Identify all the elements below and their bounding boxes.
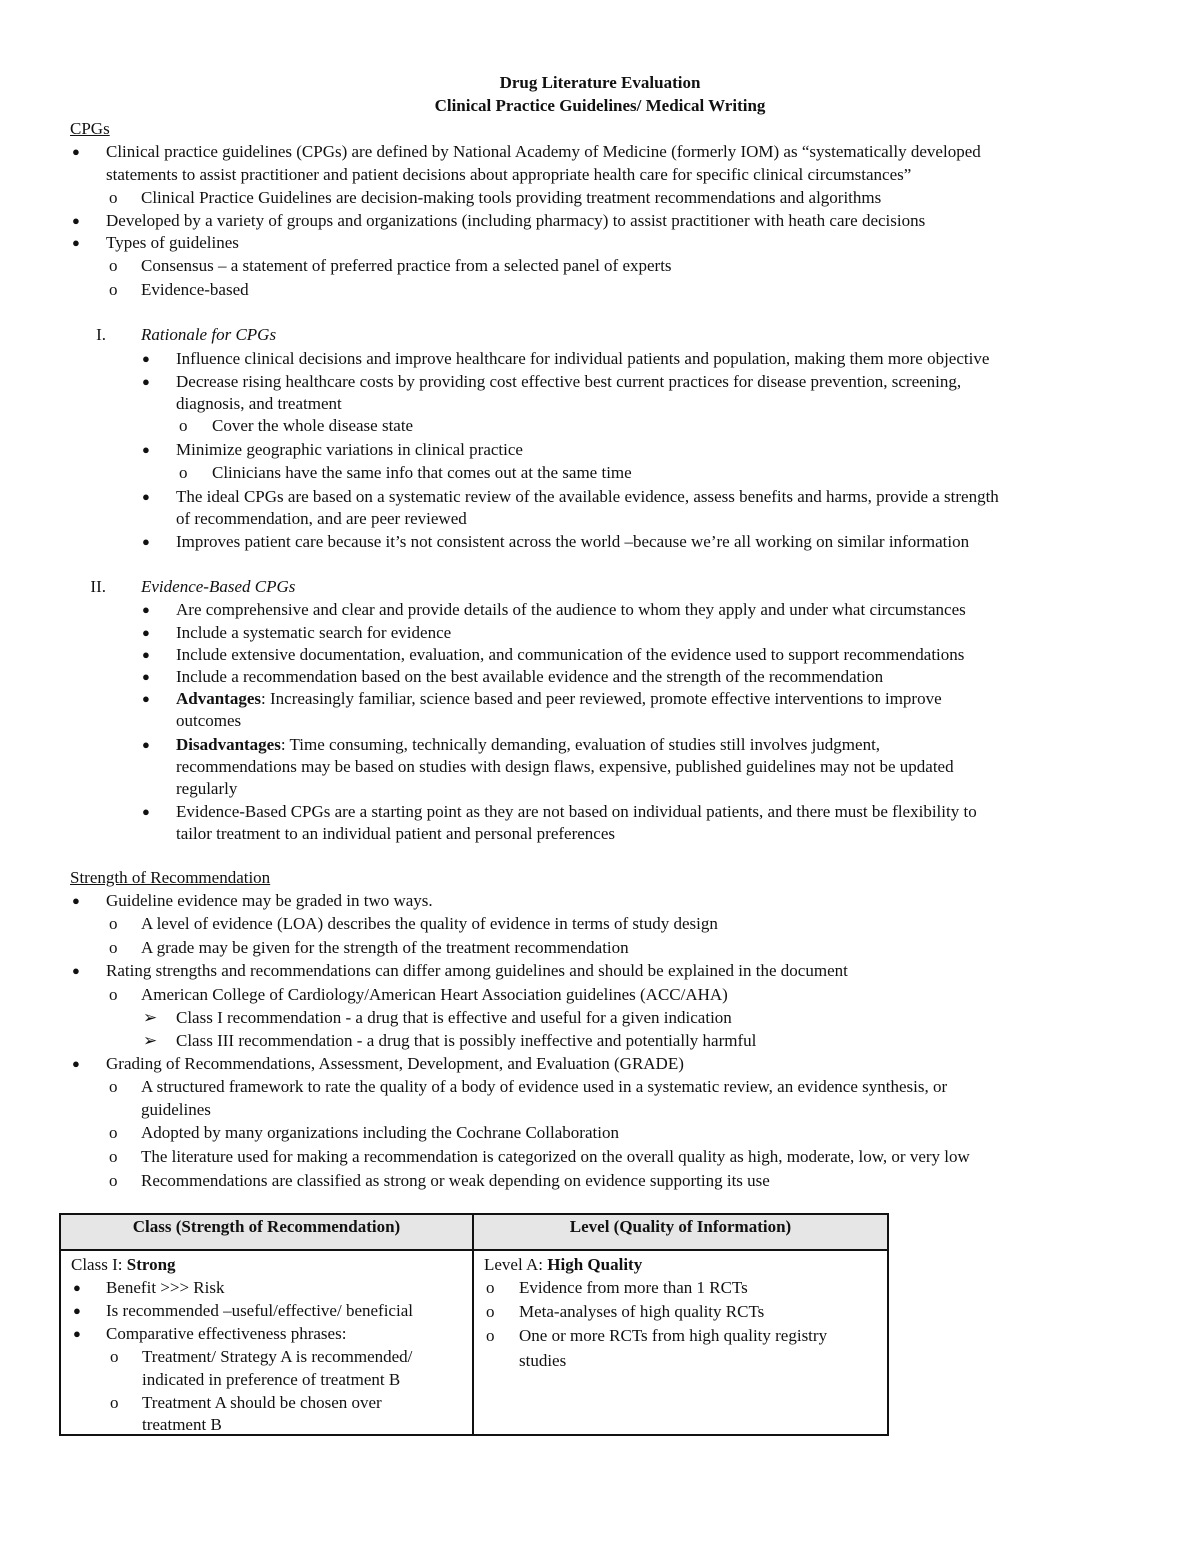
list-subitem-cont: indicated in preference of treatment B (142, 1370, 401, 1389)
bullet-icon: ● (72, 235, 80, 250)
bullet-icon: ● (72, 1056, 80, 1071)
bullet-icon: ● (72, 213, 80, 228)
bullet-icon: ● (72, 144, 80, 159)
bullet-icon: ● (142, 374, 150, 389)
list-subitem-cont: guidelines (141, 1100, 211, 1119)
bullet-icon: ● (142, 442, 150, 457)
list-item: Developed by a variety of groups and organizations (including pharmacy) to assist practitioner with heath care decisions (106, 211, 926, 230)
bullet-icon: ● (72, 893, 80, 908)
list-subitem: A structured framework to rate the quality of a body of evidence used in a systematic review, an evidence synthesis, or (141, 1077, 948, 1096)
circle-bullet-icon: o (110, 1347, 119, 1366)
table-row (60, 1250, 888, 1435)
circle-bullet-icon: o (179, 416, 188, 435)
circle-bullet-icon: o (486, 1326, 495, 1345)
list-item (176, 687, 942, 710)
list-subitem: Consensus – a statement of preferred practice from a selected panel of experts (141, 256, 672, 275)
list-item-cont: of recommendation, and are peer reviewed (176, 509, 467, 528)
arrow-bullet-icon: ➢ (143, 1008, 158, 1027)
circle-bullet-icon: o (109, 985, 118, 1004)
table-cell-level (473, 1250, 888, 1435)
section-heading-rationale: Rationale for CPGs (141, 325, 277, 344)
table-header-class: Class (Strength of Recommendation) (60, 1214, 473, 1250)
list-item-cont: tailor treatment to an individual patient and personal preferences (176, 824, 615, 843)
circle-bullet-icon: o (486, 1302, 495, 1321)
list-item: Evidence-Based CPGs are a starting point as they are not based on individual patients, and there must be flexibility to (176, 802, 977, 821)
list-subsubitem: Class I recommendation - a drug that is effective and useful for a given indication (176, 1008, 732, 1027)
section-heading-strength: Strength of Recommendation (70, 868, 271, 887)
list-subitem: A level of evidence (LOA) describes the quality of evidence in terms of study design (141, 914, 718, 933)
list-item: Comparative effectiveness phrases: (106, 1324, 347, 1343)
section-numeral: I. (96, 325, 106, 344)
section-heading-cpgs: CPGs (70, 119, 110, 138)
bullet-icon: ● (142, 625, 150, 640)
list-subitem-cont: treatment B (142, 1415, 222, 1434)
table-header-level: Level (Quality of Information) (473, 1214, 888, 1250)
document-subtitle: Clinical Practice Guidelines/ Medical Writing (434, 96, 766, 115)
bullet-icon: ● (142, 691, 150, 706)
level-high-label: High Quality (547, 1255, 643, 1274)
list-subsubitem: Class III recommendation - a drug that is possibly ineffective and potentially harmful (176, 1031, 757, 1050)
list-item: Rating strengths and recommendations can differ among guidelines and should be explained in the document (106, 961, 848, 980)
circle-bullet-icon: o (179, 463, 188, 482)
circle-bullet-icon: o (109, 280, 118, 299)
class-prefix: Class I: (71, 1255, 127, 1274)
list-item: Types of guidelines (106, 233, 239, 252)
list-item (176, 733, 880, 756)
list-item: Decrease rising healthcare costs by providing cost effective best current practices for disease prevention, screening, (176, 372, 962, 391)
list-item: Are comprehensive and clear and provide details of the audience to whom they apply and under what circumstances (176, 600, 966, 619)
document-title: Drug Literature Evaluation (499, 73, 701, 92)
circle-bullet-icon: o (110, 1393, 119, 1412)
list-item: Guideline evidence may be graded in two ways. (106, 891, 433, 910)
list-item: Grading of Recommendations, Assessment, Development, and Evaluation (GRADE) (106, 1054, 684, 1073)
bullet-icon: ● (142, 351, 150, 366)
list-subitem: Evidence-based (141, 280, 249, 299)
circle-bullet-icon: o (109, 914, 118, 933)
class-title (71, 1253, 176, 1276)
bullet-icon: ● (142, 669, 150, 684)
level-prefix: Level A: (484, 1255, 548, 1274)
list-item: Evidence from more than 1 RCTs (519, 1278, 748, 1297)
list-item: Is recommended –useful/effective/ beneficial (106, 1301, 413, 1320)
table-cell-class (60, 1250, 473, 1435)
list-item: Include extensive documentation, evaluation, and communication of the evidence used to support recommendations (176, 645, 965, 664)
circle-bullet-icon: o (109, 938, 118, 957)
list-item: Meta-analyses of high quality RCTs (519, 1302, 765, 1321)
circle-bullet-icon: o (109, 1171, 118, 1190)
list-item: Include a recommendation based on the best available evidence and the strength of the recommendation (176, 667, 884, 686)
list-item: The ideal CPGs are based on a systematic review of the available evidence, assess benefits and harms, provide a strength (176, 487, 999, 506)
class-strong-label: Strong (126, 1255, 176, 1274)
list-item: Influence clinical decisions and improve healthcare for individual patients and population, making them more objective (176, 349, 990, 368)
level-title (484, 1253, 642, 1276)
list-item: Include a systematic search for evidence (176, 623, 452, 642)
list-subitem: Adopted by many organizations including the Cochrane Collaboration (141, 1123, 619, 1142)
section-numeral: II. (90, 577, 106, 596)
list-item-cont: recommendations may be based on studies with design flaws, expensive, published guidelines may not be updated (176, 757, 954, 776)
arrow-bullet-icon: ➢ (143, 1031, 158, 1050)
bullet-icon: ● (142, 737, 150, 752)
circle-bullet-icon: o (109, 1077, 118, 1096)
circle-bullet-icon: o (109, 188, 118, 207)
list-item-cont: outcomes (176, 711, 242, 730)
list-item: Minimize geographic variations in clinical practice (176, 440, 523, 459)
section-heading-evidence: Evidence-Based CPGs (141, 577, 296, 596)
list-subitem: Treatment/ Strategy A is recommended/ (142, 1347, 413, 1366)
disadvantages-text: : Time consuming, technically demanding, evaluation of studies still involves judgment, (280, 735, 881, 754)
circle-bullet-icon: o (486, 1278, 495, 1297)
bullet-icon: ● (142, 534, 150, 549)
list-subitem: Recommendations are classified as strong or weak depending on evidence supporting its use (141, 1171, 770, 1190)
list-item: One or more RCTs from high quality registry (519, 1326, 828, 1345)
bullet-icon: ● (142, 489, 150, 504)
bullet-icon: ● (73, 1326, 81, 1341)
list-subitem: American College of Cardiology/American Heart Association guidelines (ACC/AHA) (141, 985, 728, 1004)
list-item-cont: statements to assist practitioner and patient decisions about appropriate health care for specific clinical circumstances” (106, 165, 912, 184)
advantages-label: Advantages (176, 689, 262, 708)
list-subitem: The literature used for making a recommendation is categorized on the overall quality as high, moderate, low, or very low (141, 1147, 970, 1166)
bullet-icon: ● (142, 602, 150, 617)
list-subitem: Cover the whole disease state (212, 416, 414, 435)
list-subitem: A grade may be given for the strength of the treatment recommendation (141, 938, 629, 957)
disadvantages-label: Disadvantages (176, 735, 281, 754)
circle-bullet-icon: o (109, 1147, 118, 1166)
table-header-row (60, 1214, 888, 1250)
list-subitem: Treatment A should be chosen over (142, 1393, 382, 1412)
advantages-text: : Increasingly familiar, science based and peer reviewed, promote effective interventions to improve (261, 689, 942, 708)
list-subitem: Clinical Practice Guidelines are decision-making tools providing treatment recommendations and algorithms (141, 188, 882, 207)
list-item-cont: diagnosis, and treatment (176, 394, 342, 413)
bullet-icon: ● (72, 963, 80, 978)
bullet-icon: ● (142, 647, 150, 662)
list-item: Improves patient care because it’s not consistent across the world –because we’re all working on similar information (176, 532, 970, 551)
bullet-icon: ● (142, 804, 150, 819)
list-item: Clinical practice guidelines (CPGs) are defined by National Academy of Medicine (formerly IOM) as “systematically developed (106, 142, 981, 161)
bullet-icon: ● (73, 1303, 81, 1318)
list-item-cont: regularly (176, 779, 238, 798)
list-subitem: Clinicians have the same info that comes out at the same time (212, 463, 632, 482)
list-item-cont: studies (519, 1351, 567, 1370)
bullet-icon: ● (73, 1280, 81, 1295)
circle-bullet-icon: o (109, 1123, 118, 1142)
recommendation-table (59, 1213, 889, 1436)
circle-bullet-icon: o (109, 256, 118, 275)
list-item: Benefit >>> Risk (106, 1278, 225, 1297)
